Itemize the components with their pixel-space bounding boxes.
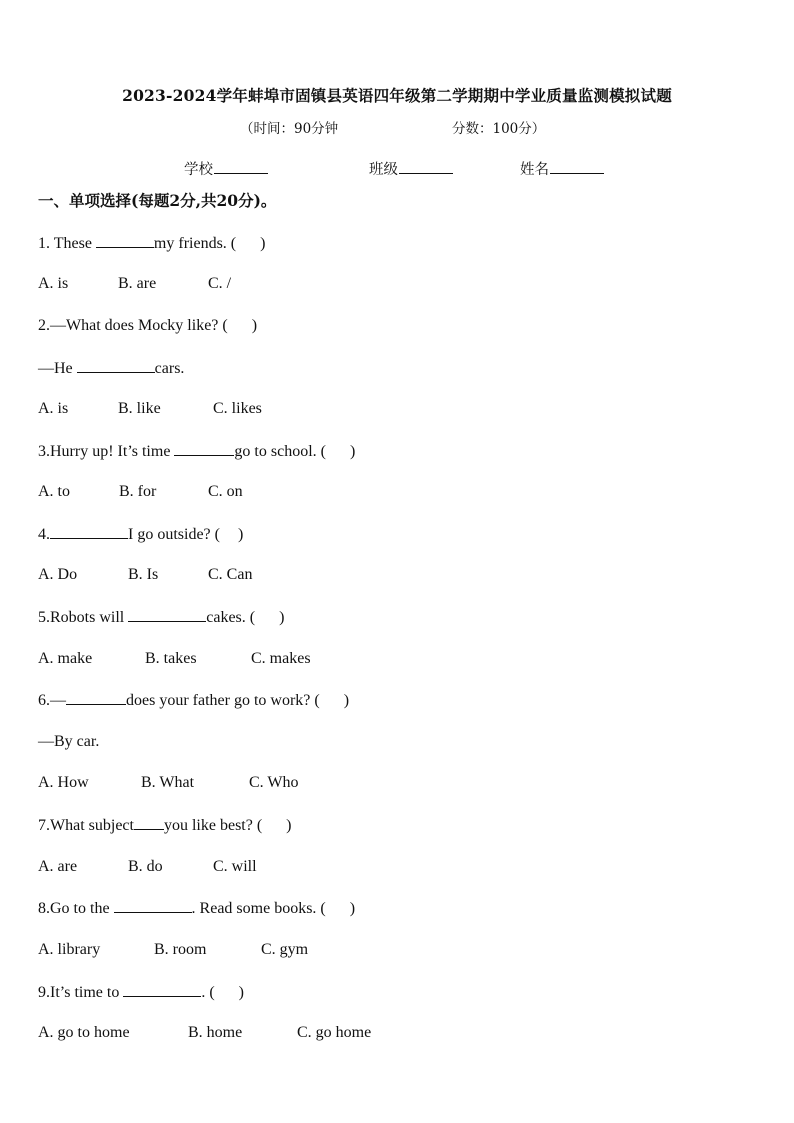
q7-blank[interactable]	[134, 815, 164, 830]
q4-options	[38, 565, 252, 585]
q2-stem-c: )	[251, 317, 258, 334]
q1-stem-b: my friends. (	[153, 235, 237, 252]
q7-stem-b: you like best? (	[163, 817, 263, 834]
q7-stem-c: )	[286, 817, 292, 834]
question-6-answer-line: —By car.	[38, 733, 100, 750]
q2-line2-b: cars.	[154, 360, 185, 377]
q6-options	[38, 773, 298, 793]
q9-blank[interactable]	[123, 982, 201, 997]
q3-blank[interactable]	[174, 441, 234, 456]
name-label: 姓名	[520, 162, 549, 178]
q1-option-a[interactable]: A. is	[38, 275, 69, 292]
q5-options	[38, 649, 311, 669]
q2-line2-a: —He	[38, 360, 77, 377]
q4-stem-c: )	[237, 526, 244, 543]
q5-blank[interactable]	[128, 607, 206, 622]
q8-option-c[interactable]: C. gym	[261, 941, 309, 958]
question-5	[38, 607, 284, 628]
q3-stem-a: 3.Hurry up! It’s time	[38, 443, 175, 460]
exam-score: 分数：100分）	[452, 121, 546, 137]
q5-stem-c: )	[279, 609, 285, 626]
q3-option-c[interactable]: C. on	[208, 483, 243, 500]
q3-stem-b: go to school. (	[234, 443, 326, 460]
q6-stem-b: does your father go to work? (	[126, 692, 320, 709]
name-blank[interactable]	[550, 159, 604, 174]
q2-options	[38, 399, 262, 419]
class-field[interactable]	[369, 158, 453, 179]
q8-stem-b: . Read some books. (	[191, 900, 326, 917]
exam-time: （时间：90分钟	[240, 121, 339, 137]
q9-option-a[interactable]: A. go to home	[38, 1024, 130, 1041]
q6-stem-a: 6.—	[38, 692, 66, 709]
question-1	[38, 233, 265, 254]
q5-option-c[interactable]: C. makes	[251, 650, 311, 667]
q5-option-b[interactable]: B. takes	[145, 650, 197, 667]
class-blank[interactable]	[399, 159, 453, 174]
q7-option-c[interactable]: C. will	[213, 858, 257, 875]
q5-stem-b: cakes. (	[206, 609, 256, 626]
q6-option-a[interactable]: A. How	[38, 774, 89, 791]
question-2-answer-line	[38, 358, 184, 379]
q8-stem-c: )	[349, 900, 356, 917]
question-8	[38, 898, 355, 919]
q7-options	[38, 857, 257, 877]
question-4	[38, 524, 243, 545]
q5-stem-a: 5.Robots will	[38, 609, 129, 626]
q1-blank[interactable]	[96, 233, 154, 248]
name-field[interactable]	[520, 158, 604, 179]
exam-title: 2023-2024学年蚌埠市固镇县英语四年级第二学期期中学业质量监测模拟试题	[122, 86, 672, 105]
q2-option-b[interactable]: B. like	[118, 400, 161, 417]
q2-option-a[interactable]: A. is	[38, 400, 69, 417]
q9-stem-a: 9.It’s time to	[38, 984, 124, 1001]
section-heading: 一、单项选择(每题2分,共20分)。	[38, 191, 277, 210]
q7-stem-a: 7.What subject	[38, 817, 134, 834]
q4-blank[interactable]	[50, 524, 128, 539]
q9-stem-c: )	[238, 984, 244, 1001]
q8-stem-a: 8.Go to the	[38, 900, 114, 917]
class-label: 班级	[369, 162, 398, 178]
question-7	[38, 815, 292, 836]
school-label: 学校	[184, 162, 213, 178]
q4-option-b[interactable]: B. Is	[128, 566, 159, 583]
question-3	[38, 441, 355, 462]
question-6	[38, 690, 349, 711]
q6-option-b[interactable]: B. What	[141, 774, 195, 791]
q7-option-b[interactable]: B. do	[128, 858, 163, 875]
q9-option-c[interactable]: C. go home	[297, 1024, 372, 1041]
q8-option-b[interactable]: B. room	[154, 941, 207, 958]
school-field[interactable]	[184, 158, 268, 179]
q4-stem-a: 4.	[38, 526, 50, 543]
q6-blank[interactable]	[66, 690, 126, 705]
q3-options	[38, 482, 243, 502]
q1-option-b[interactable]: B. are	[118, 275, 157, 292]
q9-option-b[interactable]: B. home	[188, 1024, 243, 1041]
q6-stem-c: )	[343, 692, 350, 709]
q8-blank[interactable]	[114, 898, 192, 913]
q4-stem-b: I go outside? (	[128, 526, 220, 543]
q3-option-a[interactable]: A. to	[38, 483, 70, 500]
q1-options	[38, 274, 231, 294]
school-blank[interactable]	[214, 159, 268, 174]
q6-option-c[interactable]: C. Who	[249, 774, 299, 791]
q2-blank[interactable]	[77, 358, 155, 373]
q4-option-c[interactable]: C. Can	[208, 566, 253, 583]
q4-option-a[interactable]: A. Do	[38, 566, 78, 583]
q1-stem-c: )	[260, 235, 266, 252]
question-9	[38, 982, 244, 1003]
q3-stem-c: )	[349, 443, 356, 460]
q8-option-a[interactable]: A. library	[38, 941, 101, 958]
q3-option-b[interactable]: B. for	[119, 483, 157, 500]
q1-stem-a: 1. These	[38, 235, 96, 252]
q1-option-c[interactable]: C. /	[208, 275, 232, 292]
q2-stem-a: 2.—What does Mocky like? (	[38, 317, 228, 334]
q9-stem-b: . (	[201, 984, 215, 1001]
question-2	[38, 316, 257, 336]
q8-options	[38, 940, 308, 960]
q7-option-a[interactable]: A. are	[38, 858, 78, 875]
q5-option-a[interactable]: A. make	[38, 650, 93, 667]
q2-option-c[interactable]: C. likes	[213, 400, 262, 417]
q9-options	[38, 1023, 371, 1043]
